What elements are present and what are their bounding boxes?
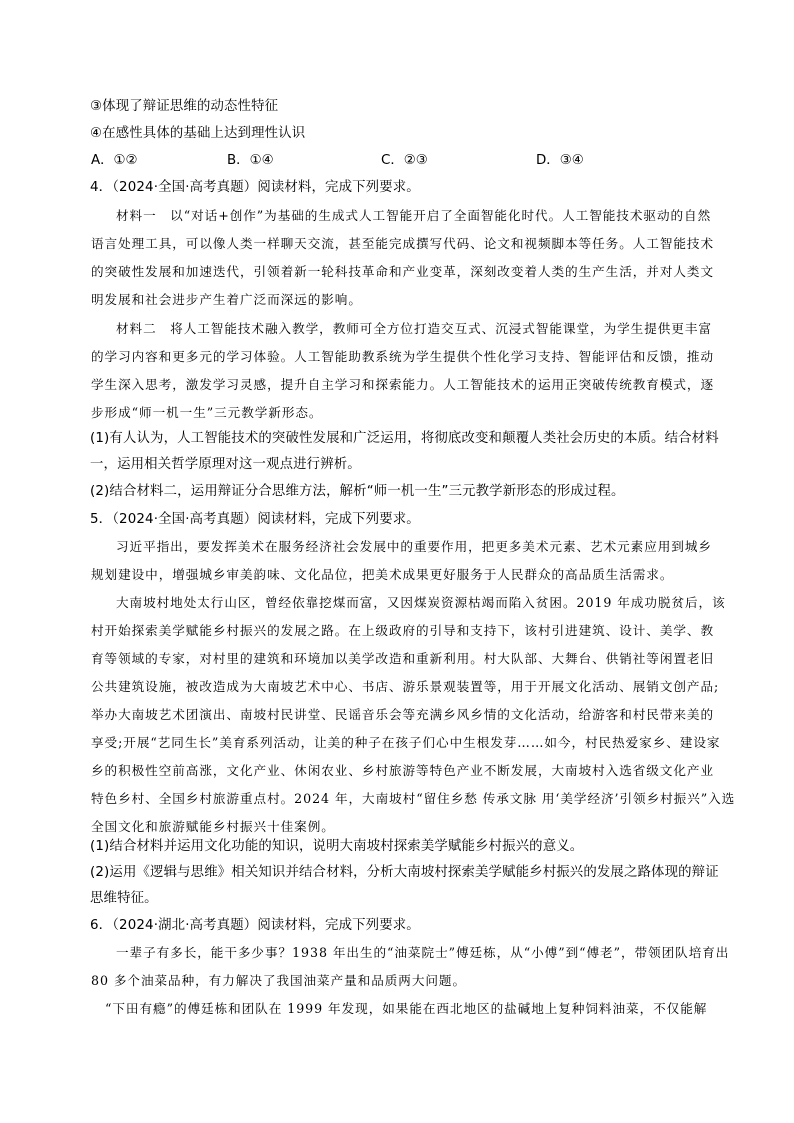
paragraph-line: 大南坡村地处太行山区，曾经依靠挖煤而富，又因煤炭资源枯竭而陷入贫困。2019 年成功脱贫后，该 bbox=[116, 595, 726, 610]
paragraph-line: “下田有瘾”的傅廷栋和团队在 1999 年发现，如果能在西北地区的盐碱地上复种饲料油菜，不仅能解 bbox=[105, 1001, 708, 1016]
paragraph-line: 育等领域的专家，对村里的建筑和环境加以美学改造和重新利用。村大队部、大舞台、供销社等闲置老旧 bbox=[91, 651, 715, 666]
paragraph-line: 习近平指出，要发挥美术在服务经济社会发展中的重要作用，把更多美术元素、艺术元素应用到城乡 bbox=[116, 539, 712, 554]
option-a: A．①② bbox=[91, 153, 138, 168]
question-5-sub-1: (1)结合材料并运用文化功能的知识，说明大南坡村探索美学赋能乡村振兴的意义。 bbox=[90, 839, 584, 854]
paragraph-line: 全国文化和旅游赋能乡村振兴十佳案例。 bbox=[91, 819, 335, 834]
material-1-line: 材料一 以“对话+创作”为基础的生成式人工智能开启了全面智能化时代。人工智能技术驱动的自然 bbox=[116, 208, 712, 223]
option-c: C．②③ bbox=[381, 153, 428, 168]
paragraph-line: 规划建设中，增强城乡审美韵味、文化品位，把美术成果更好服务于人民群众的高品质生活需求。 bbox=[91, 567, 674, 582]
paragraph-line: 乡的积极性空前高涨，文化产业、休闲农业、乡村旅游等特色产业不断发展，大南坡村入选省级文化产业 bbox=[91, 763, 715, 778]
material-2-line: 学生深入思考，激发学习灵感，提升自主学习和探索能力。人工智能技术的运用正突破传统教育模式，逐 bbox=[91, 377, 715, 392]
material-1-line: 语言处理工具，可以像人类一样聊天交流，甚至能完成撰写代码、论文和视频脚本等任务。人工智能技术 bbox=[91, 236, 715, 251]
paragraph-line: 举办大南坡艺术团演出、南坡村民讲堂、民谣音乐会等充满乡风乡情的文化活动，给游客和村民带来美的 bbox=[91, 707, 715, 722]
paragraph-line: 公共建筑设施，被改造成为大南坡艺术中心、书店、游乐景观装置等，用于开展文化活动、展销文创产品; bbox=[91, 679, 720, 694]
question-6-header: 6．（2024·湖北·高考真题）阅读材料，完成下列要求。 bbox=[90, 918, 420, 933]
question-5-sub-2-line: 思维特征。 bbox=[90, 891, 158, 906]
option-d: D．③④ bbox=[536, 153, 584, 168]
paragraph-line: 80 多个油菜品种，有力解决了我国油菜产量和品质两大问题。 bbox=[91, 973, 467, 988]
statement-4: ④在感性具体的基础上达到理性认识 bbox=[90, 126, 306, 141]
paragraph-line: 一辈子有多长，能干多少事？1938 年出生的“油菜院士”傅廷栋，从“小傅”到“傅老”，带领团队培育出 bbox=[116, 945, 730, 960]
question-4-header: 4．（2024·全国·高考真题）阅读材料，完成下列要求。 bbox=[90, 180, 420, 195]
material-2-line: 的学习内容和更多元的学习体验。人工智能助教系统为学生提供个性化学习支持、智能评估和反馈，推动 bbox=[91, 349, 715, 364]
statement-3: ③体现了辩证思维的动态性特征 bbox=[90, 99, 279, 114]
question-5-header: 5．（2024·全国·高考真题）阅读材料，完成下列要求。 bbox=[90, 512, 420, 527]
question-4-sub-1-line: 一，运用相关哲学原理对这一观点进行辨析。 bbox=[90, 457, 361, 472]
question-5-sub-2-line: (2)运用《逻辑与思维》相关知识并结合材料，分析大南坡村探索美学赋能乡村振兴的发展之路体现的辩证 bbox=[90, 865, 719, 880]
material-1-line: 的突破性发展和加速迭代，引领着新一轮科技革命和产业变革，深刻改变着人类的生产生活，并对人类文 bbox=[91, 264, 715, 279]
material-1-line: 明发展和社会进步产生着广泛而深远的影响。 bbox=[91, 292, 362, 307]
paragraph-line: 村开始探索美学赋能乡村振兴的发展之路。在上级政府的引导和支持下，该村引进建筑、设计、美学、教 bbox=[91, 623, 715, 638]
material-2-line: 步形成“师一机一生”三元教学新形态。 bbox=[91, 405, 323, 420]
option-b: B．①④ bbox=[227, 153, 274, 168]
paragraph-line: 享受;开展“艺同生长”美育系列活动，让美的种子在孩子们心中生根发芽……如今，村民热爱家乡、建设家 bbox=[91, 735, 721, 750]
paragraph-line: 特色乡村、全国乡村旅游重点村。2024 年，大南坡村“留住乡愁 传承文脉 用‘美学经济’引领乡村振兴”入选 bbox=[91, 791, 736, 806]
question-4-sub-1-line: (1)有人认为，人工智能技术的突破性发展和广泛运用，将彻底改变和颠覆人类社会历史的本质。结合材料 bbox=[90, 431, 719, 446]
material-2-line: 材料二 将人工智能技术融入教学，教师可全方位打造交互式、沉浸式智能课堂，为学生提供更丰富 bbox=[116, 321, 712, 336]
question-4-sub-2: (2)结合材料二，运用辩证分合思维方法，解析“师一机一生”三元教学新形态的形成过程。 bbox=[90, 484, 625, 499]
